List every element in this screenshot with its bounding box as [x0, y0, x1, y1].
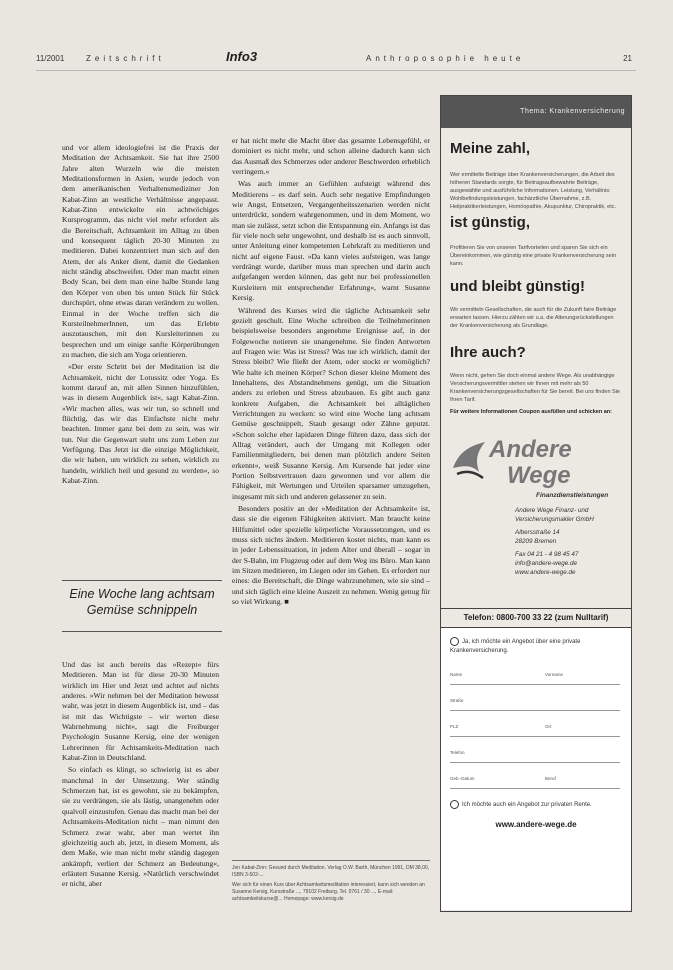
field-phone[interactable]	[450, 750, 620, 763]
paragraph: Während des Kurses wird die tägliche Achtsamkeit sehr gezielt geschult. Eine Woche schreiben die Teilnehmerinnen beispielsweise besonders angenehme Ereignisse auf, in der Folgewoche notieren sie unangenehme. Sie finden Antworten auf Fragen wie: Was ist Stress? Was tue ich wirklich, damit der Stress bleibt? Wie fließt der Atem, oder stockt er womöglich? Wie halte ich meinen Körper? Schon dieser kleine Moment des Innehaltens, des Abstandnehmens genügt, um die Situation anders zu erleben und Stress abzubauen. Es gibt auch ganz konkrete Aufgaben, die Achtsamkeit bei alltäglichen Verrichtungen zu wecken: so wird eine Woche lang achtsam Gemüse geschnippelt, Staub gesaugt oder Zähne geputzt. »Schon solche eher lapidaren Dinge führen dazu, dass sich der Alltag verändert, auch der Umgang mit Kollegen oder Familienmitgliedern, bei denen man plötzlich andere Seiten erkennt«, weiß Susanne Kersig. Am Kursende hat jeder eine Portion Selbstvertrauen dazu gewonnen und vor allem die Fähigkeit, mit Wertungen und Urteilen sparsamer umzugehen, insgesamt mit sich und anderen gelassener zu sein.	[232, 305, 430, 501]
field-birthdate[interactable]	[450, 776, 620, 789]
coupon-form	[441, 627, 631, 910]
field-label: Vorname	[545, 672, 564, 677]
paragraph: »Der erste Schritt bei der Meditation ist die Achtsamkeit, nicht der Lotussitz oder Yoga. Es kommt darauf an, mit allen Sinnen hinzufühlen, was in diesem Augenblick ist«, sagt Kabat-Zinn. »Wir machen alles, was wir tun, so schnell und flüchtig, das wir das Einfachste nicht mehr beachten. Immer ganz bei dem zu sein, was wir tun. Nur die Gegenwart steht uns zum Leben zur Verfügung. Das Jetzt ist die einzige Möglichkeit, die wir haben, um wirklich zu sehen, wirklich zu handeln, wirklich heil und gesund zu werden«, so Kabat-Zinn.	[62, 362, 219, 485]
footnote-book: Jon Kabat-Zinn: Gesund durch Meditation. Verlag O.W. Barth, München 1991, DM 38,00, ISBN 3-502-...	[232, 865, 430, 878]
article-column-1-bottom	[62, 660, 219, 892]
ad-coupon-note: Für weitere Informationen Coupon ausfüllen und schicken an:	[450, 409, 612, 415]
offer-checkbox-row[interactable]	[450, 637, 620, 656]
checkbox-circle-icon[interactable]	[450, 800, 459, 809]
field-city[interactable]	[450, 724, 620, 737]
fax-number: Fax 04 21 - 4 98 45 47	[515, 551, 579, 558]
ad-theme-label: Thema: Krankenversicherung	[520, 108, 625, 115]
page-header	[36, 50, 636, 66]
address-line: Andere Wege Finanz- und	[515, 507, 589, 514]
bird-logo-icon	[449, 438, 489, 480]
footnote-contact: Wer sich für einen Kurs über Achtsamkeitsmeditation interessiert, kann sich wenden an Susanne Kersig, Kursstraße ..., 79102 Freiburg, Tel. 0761 / 30 ..., E-mail: achtsamkeitskurse@... Homepage: www.kersig.de	[232, 882, 425, 902]
ad-text-4: Wenn nicht, gehen Sie doch einmal andere Wege. Als unabhängige Versicherungsvermittler stehen wir Ihnen mit mehr als 50 Krankenversicherungsgesellschaften für Sie bereit. Bei uns finden Sie Ihren Tarif.	[450, 373, 620, 403]
offer-checkbox-label: Ja, ich möchte ein Angebot über eine private Krankenversicherung.	[450, 639, 581, 655]
field-label: Name	[450, 672, 463, 677]
field-street[interactable]	[450, 698, 620, 711]
pension-checkbox-row[interactable]	[450, 800, 592, 809]
issue-number: 11/2001	[36, 54, 65, 63]
insurance-advertisement	[440, 95, 632, 912]
paragraph: und vor allem ideologiefrei ist die Praxis der Meditation der Achtsamkeit. Sie hat ihre 2500 Jahre alten Wurzeln wie die meisten Meditationsformen in Asien, wurde jedoch von dem amerikanischen Verhaltensmediziner Jon Kabat-Zinn an westliche Verhältnisse angepasst. Kabat-Zinn entwickelte ein achtwöchiges Kursprogramm, das nicht viel mehr erfordert als die Bereitschaft, Achtsamkeit im Alltag zu üben und konsequent täglich 20-30 Minuten zu meditieren. Dabei konzentriert man sich auf den Atem, der als Anker dient, damit die Gedanken nicht ständig abschweifen. Oder man macht einen Body Scan, bei dem man eine halbe Stunde lang den Körper von oben bis unten Stück für Stück durchspürt, ohne etwas daran verändern zu wollen. Einmal in der Woche treffen sich die KursteilnehmerInnen, um das Erlebte auszutauschen, mit den Kursleiterinnen zu besprechen und um einige sanfte Körperübungen zu machen, die sich am Yoga orientieren.	[62, 143, 219, 359]
field-name[interactable]	[450, 672, 620, 685]
info3-logo: Info3	[226, 49, 258, 64]
article-column-2	[232, 136, 430, 609]
paragraph: Besonders positiv an der »Meditation der Achtsamkeit« ist, dass sie die eigenen Fähigkeiten aktiviert. Man braucht keine Hilfsmittel oder spezielle körperliche Voraussetzungen, und es muss sich nichts ändern. Meditieren kostet nichts, man kann es in jeder Lebenssituation, in jedem Alter und überall – sogar in der S-Bahn, im Flugzeug oder auf dem Weg ins Büro. Man kann im Sitzen meditieren, im Liegen oder im Gehen. Es erfordert nur eines: die Bereitschaft, die Dinge wahrzunehmen, wie sie sind – und sich täglich eine kleine Auszeit zu nehmen. Wenig genug für so viel Wirkung. ■	[232, 504, 430, 607]
website-address: www.andere-wege.de	[515, 569, 576, 576]
article-subheading: Eine Woche lang achtsam Gemüse schnippeln	[62, 580, 222, 632]
field-label: Telefon	[450, 750, 465, 755]
email-address: info@andere-wege.de	[515, 560, 578, 567]
logo-text-andere: Andere	[489, 436, 572, 463]
ad-heading-2: ist günstig,	[450, 214, 530, 231]
ad-website[interactable]: www.andere-wege.de	[495, 820, 577, 829]
checkbox-circle-icon[interactable]	[450, 637, 459, 646]
ad-text-1: Wer ermittelte Beiträge über Krankenversicherungen, die Arbeit des höheren Standards sorgte, für Beitragsaufbewahrte Beiträge, ausgewählte und ausführliche Informationen. Leistung, Verhältnis: Wohlbefindungsleistungen, fachärztliche Übernahme, z.B. Heilpraktikerleistungen, Homöopathie, Akupunktur, Chiropraktik, etc.	[450, 172, 617, 210]
address-line: Versicherungsmakler GmbH	[515, 516, 594, 523]
logo-text-wege: Wege	[507, 462, 571, 489]
field-label: Geb.-Datum	[450, 776, 475, 781]
magazine-label: Zeitschrift	[86, 54, 165, 63]
paragraph: er hat nicht mehr die Macht über das gesamte Lebensgefühl, er dominiert es nicht mehr, und schon alleine dadurch kann sich das Ausmaß des Schmerzes oder anderer Beschwerden erheblich verringern.«	[232, 136, 430, 177]
field-label: Ort	[545, 724, 552, 729]
ad-heading-4: Ihre auch?	[450, 344, 526, 361]
paragraph: So einfach es klingt, so schwierig ist es aber manchmal in der Umsetzung. Wer ständig Schmerzen hat, ist es gewohnt, sie zu bekämpfen, sie zu verdrängen, sie als lästig, unangenehm oder qualvoll einzustufen. Genau das macht man bei der Achtsamkeits-Meditation nicht – man nimmt den Schmerz zwar wahr, aber man wertet ihn gleichzeitig auch ab, jetzt, in diesem Moment, als dem Maße, wie man nicht mehr ständig dagegen ankämpft, verliert der Schmerz an Bedeutung«, erläutert Susanne Kersig. »Natürlich verschwindet er nicht, aber	[62, 765, 219, 889]
paragraph: Was auch immer an Gefühlen aufsteigt während des Meditierens – es darf sein. Auch sehr negative Empfindungen wie Angst, Entsetzen, Vergangenheitsszenarien werden nicht unterdrückt, sondern wahrgenommen, und in dem Moment, wo man sie zulässt, setzt schon die Entspannung ein. Anfangs ist das für viele noch sehr ungewohnt, und deshalb ist es auch sinnvoll, unter Anleitung einer kompetenten Lehrkraft zu meditieren und nicht auf eigene Faust. »Da kann vieles aufsteigen, was lange verdrängt wurde, darüber muss man sprechen und darin auch aufgefangen werden können, das geht nur bei professionellen Kursleitern mit entsprechender Erfahrung«, warnt Susanne Kersig.	[232, 179, 430, 303]
ad-text-3: Wir vermitteln Gesellschaften, die auch für die Zukunft faire Beiträge erwarten lassen. Hierzu zählen wir u.a. die Alterungsrückstellungen der Krankenversicherung als Grundlage.	[450, 307, 617, 329]
address-line: 28209 Bremen	[515, 538, 557, 545]
ad-text-2: Profitieren Sie von unseren Tarifvorteilen und sparen Sie sich ein Übereinkommen, wie günstig eine private Krankenversicherung sein kann.	[450, 245, 617, 267]
pension-checkbox-label: Ich möchte auch ein Angebot zur privaten Rente.	[462, 802, 592, 809]
article-column-1-top	[62, 143, 219, 488]
article-footnote	[232, 860, 430, 906]
ad-theme-bar	[441, 96, 631, 128]
logo-subtitle: Finanzdienstleistungen	[536, 492, 609, 499]
company-address	[515, 506, 594, 577]
page-number: 21	[623, 54, 632, 63]
field-label: PLZ	[450, 724, 459, 729]
phone-line: Telefon: 0800-700 33 22 (zum Nulltarif)	[441, 608, 631, 622]
ad-heading-1: Meine zahl,	[450, 140, 531, 157]
magazine-subtitle: Anthroposophie heute	[366, 54, 525, 63]
field-label: Straße	[450, 698, 464, 703]
ad-heading-3: und bleibt günstig!	[450, 278, 585, 295]
paragraph: Und das ist auch bereits das »Rezept« fürs Meditieren. Man ist für diese 20-30 Minuten wirklich im Hier und Jetzt und achtet auf nichts anderes. »Wir nehmen bei der Meditation bewusst wahr, was jetzt in diesem Augenblick ist, und – das ist mit das Wichtigste – wir werten diese Wahrnehmung nicht«, sagt die Freiburger Psychologin Susanne Kersig, eine der wenigen Lehrerinnen für Achtsamkeits-Meditation nach Kabat-Zinn in Deutschland.	[62, 660, 219, 763]
header-rule	[36, 70, 636, 71]
field-label: Beruf	[545, 776, 556, 781]
address-line: Albersstraße 14	[515, 529, 560, 536]
